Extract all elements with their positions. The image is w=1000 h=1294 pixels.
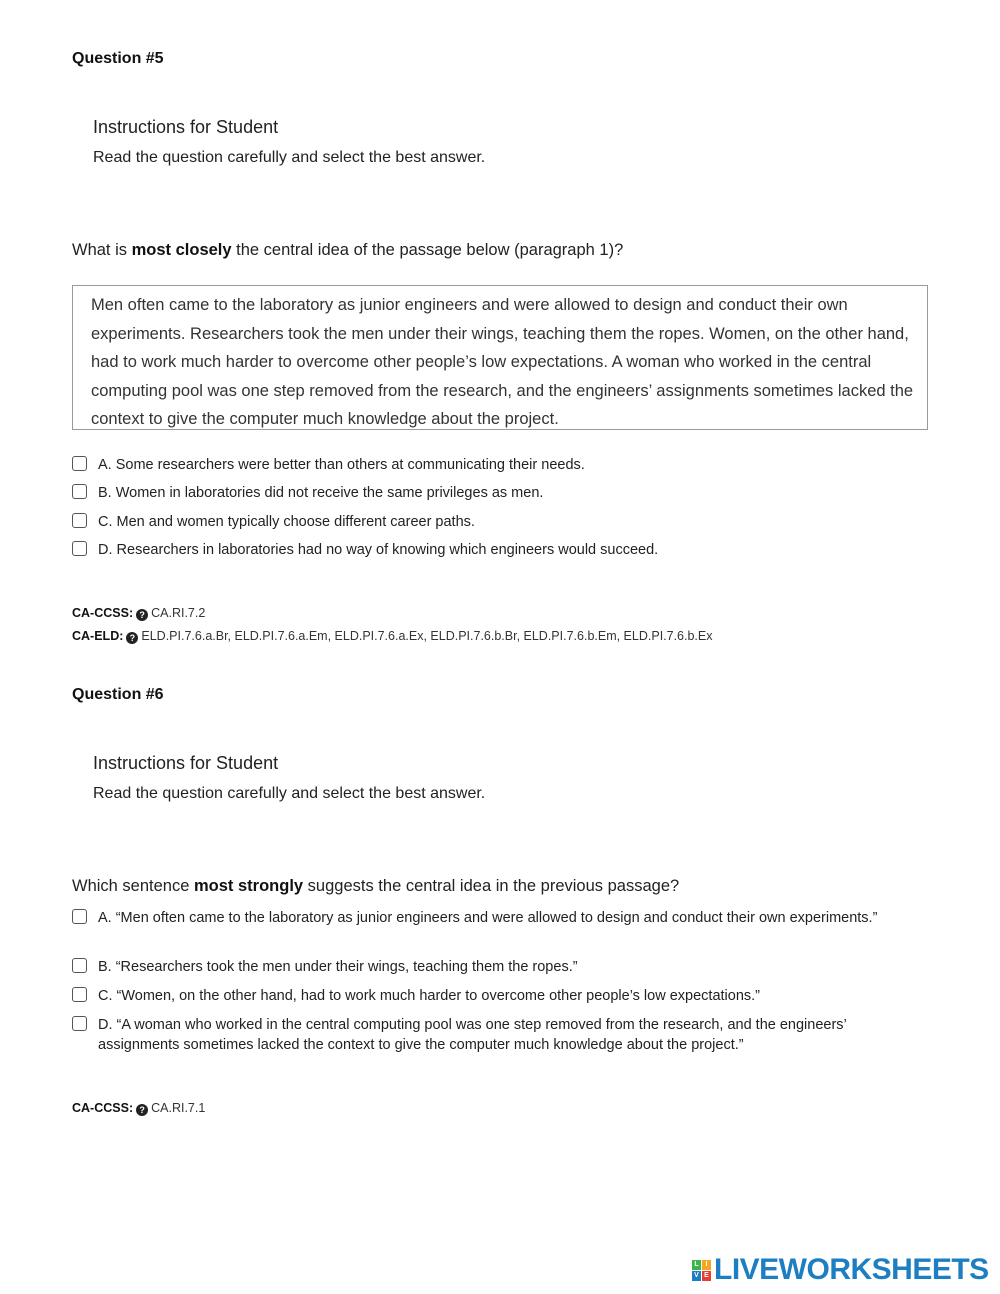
help-icon[interactable]: ? bbox=[136, 609, 148, 621]
q5-prompt-emphasis: most closely bbox=[131, 241, 232, 259]
logo-text: LIVEWORKSHEETS bbox=[714, 1253, 989, 1286]
q5-passage-box: Men often came to the laboratory as junior engineers and were allowed to design and conduct their own experiments. Researchers took the men under their wings, teaching them the ropes. Women, on the other hand, had to work much harder to overcome other people’s low expectations. A woman who worked in the central computing pool was one step removed from the research, and the engineers’ assignments sometimes lacked the context to give the computer much knowledge about the project. bbox=[72, 285, 928, 430]
q5-option-d-label: D. Researchers in laboratories had no way of knowing which engineers would succeed. bbox=[98, 542, 659, 558]
q5-prompt-end: the central idea of the passage below (paragraph 1)? bbox=[231, 241, 624, 259]
q5-eld-label: CA-ELD: bbox=[72, 629, 124, 643]
question-6-title: Question #6 bbox=[72, 686, 164, 703]
q5-ccss-label: CA-CCSS: bbox=[72, 606, 134, 620]
q5-instructions-heading: Instructions for Student bbox=[93, 117, 279, 137]
q6-option-c-label: C. “Women, on the other hand, had to work much harder to overcome other people’s low expectations.” bbox=[98, 988, 760, 1004]
q5-option-b[interactable] bbox=[72, 483, 922, 503]
q5-option-a-label: A. Some researchers were better than others at communicating their needs. bbox=[98, 457, 585, 473]
q6-prompt-end: suggests the central idea in the previous passage? bbox=[303, 877, 680, 895]
q5-eld-standard bbox=[72, 629, 713, 644]
q5-option-c[interactable] bbox=[72, 512, 922, 532]
q6-option-c-checkbox[interactable] bbox=[72, 987, 87, 1002]
q5-ccss-standard bbox=[72, 606, 205, 621]
q5-ccss-value: CA.RI.7.2 bbox=[151, 606, 206, 620]
logo-cube-l: L bbox=[692, 1260, 701, 1270]
q6-prompt-emphasis: most strongly bbox=[193, 877, 304, 895]
q6-instructions-heading: Instructions for Student bbox=[93, 753, 279, 773]
logo-cube-v: V bbox=[692, 1271, 701, 1281]
q5-option-a[interactable] bbox=[72, 455, 922, 475]
logo-cube-e: E bbox=[702, 1271, 711, 1281]
q5-eld-value: ELD.PI.7.6.a.Br, ELD.PI.7.6.a.Em, ELD.PI.7.6.a.Ex, ELD.PI.7.6.b.Br, ELD.PI.7.6.b.Em, ELD.PI.7.6.b.Ex bbox=[141, 629, 713, 643]
q6-ccss-label: CA-CCSS: bbox=[72, 1101, 134, 1115]
q6-option-c[interactable] bbox=[72, 986, 922, 1006]
logo-cubes-icon bbox=[692, 1260, 712, 1282]
q5-option-d-checkbox[interactable] bbox=[72, 541, 87, 556]
q6-prompt bbox=[72, 877, 679, 896]
q6-option-b[interactable] bbox=[72, 957, 922, 977]
q6-option-d-label: D. “A woman who worked in the central computing pool was one step removed from the research, and the engineers’ assignments sometimes lacked the context to give the computer much knowledge about the project.” bbox=[98, 1017, 847, 1053]
q6-ccss-value: CA.RI.7.1 bbox=[151, 1101, 206, 1115]
q6-option-d[interactable] bbox=[72, 1015, 922, 1055]
q5-option-b-checkbox[interactable] bbox=[72, 484, 87, 499]
help-icon[interactable]: ? bbox=[136, 1104, 148, 1116]
q6-option-d-checkbox[interactable] bbox=[72, 1016, 87, 1031]
q6-option-a-label: A. “Men often came to the laboratory as junior engineers and were allowed to design and conduct their own experiments.” bbox=[98, 910, 878, 926]
q6-option-b-label: B. “Researchers took the men under their wings, teaching them the ropes.” bbox=[98, 959, 578, 975]
q5-prompt-start: What is bbox=[72, 241, 132, 259]
q5-option-c-label: C. Men and women typically choose different career paths. bbox=[98, 514, 475, 530]
q6-option-b-checkbox[interactable] bbox=[72, 958, 87, 973]
q6-option-a-checkbox[interactable] bbox=[72, 909, 87, 924]
q5-option-b-label: B. Women in laboratories did not receive the same privileges as men. bbox=[98, 485, 544, 501]
q5-instructions-text: Read the question carefully and select the best answer. bbox=[93, 149, 486, 166]
help-icon[interactable]: ? bbox=[126, 632, 138, 644]
q5-option-d[interactable] bbox=[72, 540, 922, 560]
q6-instructions-text: Read the question carefully and select the best answer. bbox=[93, 785, 486, 802]
q6-option-a[interactable] bbox=[72, 908, 922, 948]
logo-cube-i: I bbox=[702, 1260, 711, 1270]
q5-option-a-checkbox[interactable] bbox=[72, 456, 87, 471]
q6-prompt-start: Which sentence bbox=[72, 877, 194, 895]
q5-prompt bbox=[72, 241, 623, 260]
q5-option-c-checkbox[interactable] bbox=[72, 513, 87, 528]
q6-ccss-standard bbox=[72, 1101, 205, 1116]
question-5-title: Question #5 bbox=[72, 50, 164, 67]
